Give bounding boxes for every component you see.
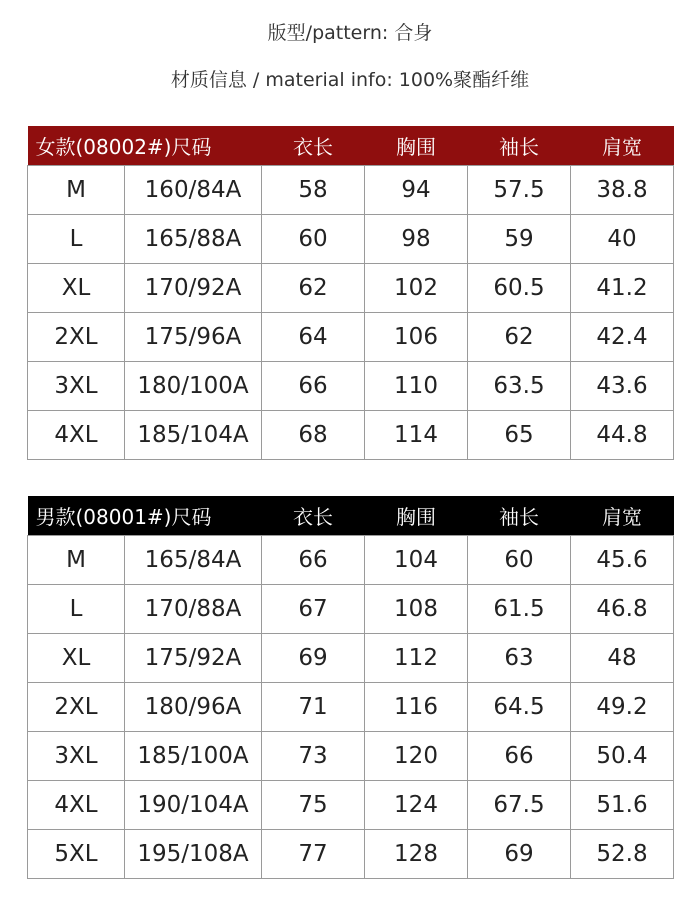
size-cell: M [28, 166, 125, 215]
shoulder-cell: 46.8 [571, 585, 674, 634]
sleeve-cell: 60 [468, 536, 571, 585]
header-sleeve: 袖长 [499, 135, 539, 159]
length-cell: 67 [262, 585, 365, 634]
size-cell: XL [28, 264, 125, 313]
length-cell: 68 [262, 411, 365, 460]
table-row [28, 683, 674, 732]
length-cell: 73 [262, 732, 365, 781]
sleeve-cell: 62 [468, 313, 571, 362]
size-cell: 2XL [28, 313, 125, 362]
length-cell: 62 [262, 264, 365, 313]
shoulder-cell: 43.6 [571, 362, 674, 411]
material-info: 材质信息 / material info: 100%聚酯纤维 [170, 69, 530, 91]
chest-cell: 120 [365, 732, 468, 781]
length-cell: 58 [262, 166, 365, 215]
header-shoulder: 肩宽 [602, 505, 642, 529]
chest-cell: 106 [365, 313, 468, 362]
table-header-row [28, 126, 674, 166]
chest-cell: 98 [365, 215, 468, 264]
height-bust-cell: 170/88A [125, 585, 262, 634]
chest-cell: 110 [365, 362, 468, 411]
shoulder-cell: 38.8 [571, 166, 674, 215]
height-bust-cell: 185/104A [125, 411, 262, 460]
table-row [28, 362, 674, 411]
height-bust-cell: 195/108A [125, 830, 262, 879]
women-size-table [27, 126, 674, 460]
table-row [28, 313, 674, 362]
shoulder-cell: 41.2 [571, 264, 674, 313]
chest-cell: 112 [365, 634, 468, 683]
size-cell: M [28, 536, 125, 585]
length-cell: 75 [262, 781, 365, 830]
header-size: 女款(08002#)尺码 [35, 135, 212, 159]
shoulder-cell: 48 [571, 634, 674, 683]
height-bust-cell: 180/100A [125, 362, 262, 411]
size-cell: 4XL [28, 781, 125, 830]
sleeve-cell: 66 [468, 732, 571, 781]
height-bust-cell: 165/84A [125, 536, 262, 585]
shoulder-cell: 42.4 [571, 313, 674, 362]
table-header-row [28, 496, 674, 536]
size-cell: 3XL [28, 362, 125, 411]
table-row [28, 732, 674, 781]
size-cell: 4XL [28, 411, 125, 460]
sleeve-cell: 65 [468, 411, 571, 460]
height-bust-cell: 185/100A [125, 732, 262, 781]
length-cell: 66 [262, 536, 365, 585]
sleeve-cell: 61.5 [468, 585, 571, 634]
header-length: 衣长 [293, 135, 333, 159]
sleeve-cell: 63 [468, 634, 571, 683]
table-row [28, 830, 674, 879]
height-bust-cell: 170/92A [125, 264, 262, 313]
table-row [28, 264, 674, 313]
shoulder-cell: 49.2 [571, 683, 674, 732]
pattern-info: 版型/pattern: 合身 [267, 22, 433, 44]
chest-cell: 116 [365, 683, 468, 732]
length-cell: 64 [262, 313, 365, 362]
header-shoulder: 肩宽 [602, 135, 642, 159]
header-sleeve: 袖长 [499, 505, 539, 529]
chest-cell: 114 [365, 411, 468, 460]
header-chest: 胸围 [396, 135, 436, 159]
size-cell: XL [28, 634, 125, 683]
shoulder-cell: 52.8 [571, 830, 674, 879]
chest-cell: 104 [365, 536, 468, 585]
header-chest: 胸围 [396, 505, 436, 529]
size-cell: 5XL [28, 830, 125, 879]
sleeve-cell: 57.5 [468, 166, 571, 215]
height-bust-cell: 165/88A [125, 215, 262, 264]
chest-cell: 102 [365, 264, 468, 313]
height-bust-cell: 175/92A [125, 634, 262, 683]
chest-cell: 108 [365, 585, 468, 634]
shoulder-cell: 50.4 [571, 732, 674, 781]
height-bust-cell: 175/96A [125, 313, 262, 362]
sleeve-cell: 64.5 [468, 683, 571, 732]
shoulder-cell: 40 [571, 215, 674, 264]
men-size-table [27, 496, 674, 879]
sleeve-cell: 69 [468, 830, 571, 879]
height-bust-cell: 180/96A [125, 683, 262, 732]
table-row [28, 215, 674, 264]
table-row [28, 536, 674, 585]
length-cell: 69 [262, 634, 365, 683]
height-bust-cell: 190/104A [125, 781, 262, 830]
shoulder-cell: 51.6 [571, 781, 674, 830]
length-cell: 71 [262, 683, 365, 732]
sleeve-cell: 59 [468, 215, 571, 264]
sleeve-cell: 63.5 [468, 362, 571, 411]
size-cell: L [28, 215, 125, 264]
chest-cell: 94 [365, 166, 468, 215]
table-row [28, 166, 674, 215]
table-row [28, 411, 674, 460]
table-row [28, 781, 674, 830]
length-cell: 66 [262, 362, 365, 411]
table-row [28, 634, 674, 683]
size-cell: 2XL [28, 683, 125, 732]
size-cell: 3XL [28, 732, 125, 781]
height-bust-cell: 160/84A [125, 166, 262, 215]
sleeve-cell: 60.5 [468, 264, 571, 313]
header-length: 衣长 [293, 505, 333, 529]
sleeve-cell: 67.5 [468, 781, 571, 830]
length-cell: 60 [262, 215, 365, 264]
size-cell: L [28, 585, 125, 634]
header-size: 男款(08001#)尺码 [35, 505, 212, 529]
chest-cell: 128 [365, 830, 468, 879]
chest-cell: 124 [365, 781, 468, 830]
shoulder-cell: 45.6 [571, 536, 674, 585]
table-row [28, 585, 674, 634]
shoulder-cell: 44.8 [571, 411, 674, 460]
length-cell: 77 [262, 830, 365, 879]
